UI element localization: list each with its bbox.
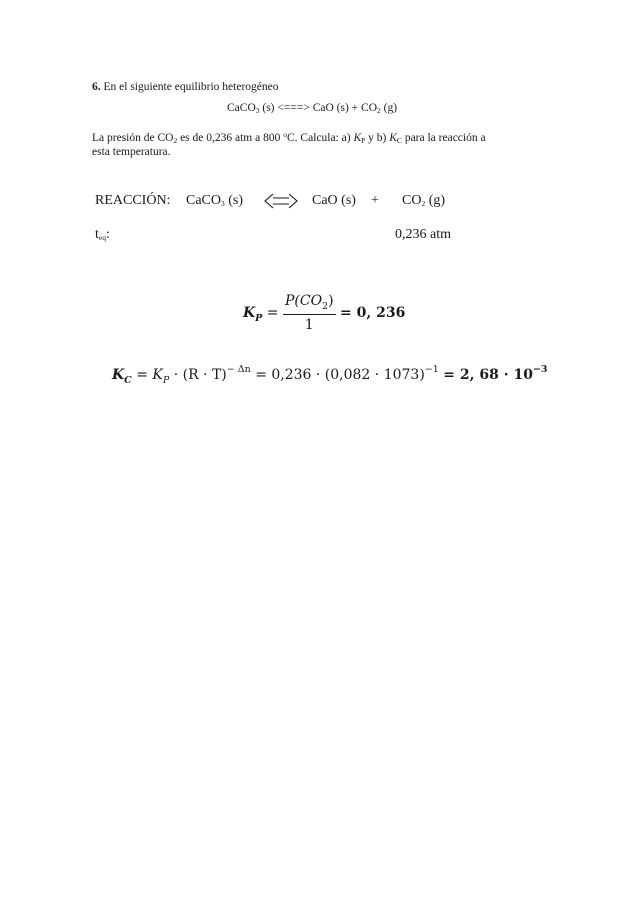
eq-product2-state: (g) — [383, 102, 398, 114]
kp-symbol: K — [243, 305, 256, 321]
statement-text: para la reacción a — [401, 132, 486, 144]
kc-kp: K — [152, 367, 163, 383]
teq-sub: eq — [98, 233, 106, 242]
reactant-formula: CaCO — [186, 193, 221, 208]
problem-heading — [92, 80, 279, 95]
teq-value: 0,236 atm — [395, 227, 451, 242]
reaction-plus: + — [371, 193, 379, 208]
eq-arrow: <===> — [277, 102, 310, 114]
product2-state: (g) — [428, 193, 446, 208]
statement-text: C. Calcula: a) — [287, 132, 354, 144]
statement-co2-sub: 2 — [173, 136, 178, 145]
reaction-label: REACCIÓN: — [95, 193, 171, 208]
reaction-reactant — [186, 193, 243, 209]
statement-kc-sub: C — [396, 136, 402, 145]
teq-label — [95, 227, 110, 243]
kc-symbol-sub: C — [124, 375, 132, 386]
problem-intro: En el siguiente equilibrio heterogéneo — [103, 81, 279, 93]
kc-equals: = — [136, 367, 148, 383]
product2-formula: CO — [402, 193, 422, 208]
statement-degree: o — [283, 130, 287, 139]
equilibrium-equation — [227, 101, 397, 118]
reactant-state: (s) — [228, 193, 244, 208]
eq-reactant-sub: 3 — [255, 106, 260, 115]
kc-result: = 2, 68 · 10 — [443, 367, 533, 383]
kp-symbol-sub: P — [255, 313, 263, 324]
kp-equals: = — [266, 305, 279, 321]
problem-number: 6. — [92, 81, 101, 93]
reaction-product1: CaO (s) — [312, 193, 356, 208]
statement-text: y b) — [365, 132, 390, 144]
kc-result-exp: −3 — [532, 364, 548, 375]
kp-result: = 0, 236 — [340, 305, 406, 321]
kc-exponent2: −1 — [424, 364, 439, 375]
statement-text: es de 0,236 atm a 800 — [177, 132, 284, 144]
statement-kc: K — [389, 132, 397, 144]
kp-fraction — [283, 293, 336, 333]
teq-colon: : — [105, 227, 110, 242]
teq-t: t — [95, 227, 99, 242]
kp-num-post: ) — [328, 293, 334, 309]
problem-statement-line2: esta temperatura. — [92, 146, 171, 158]
kc-formula — [112, 364, 548, 386]
kc-exponent: − Δn — [226, 364, 251, 375]
eq-product2-sub: 2 — [377, 106, 381, 115]
kc-symbol: K — [112, 367, 125, 383]
kc-substitution: = 0,236 · (0,082 · 1073) — [255, 367, 425, 383]
eq-reactant: CaCO — [227, 102, 256, 114]
kc-kp-sub: P — [162, 375, 170, 386]
kp-numerator — [283, 293, 336, 315]
kp-num-pre: P(CO — [284, 293, 323, 309]
eq-product2: CO — [361, 102, 378, 114]
statement-kp-sub: P — [361, 136, 366, 145]
reactant-sub: 3 — [221, 199, 225, 208]
reaction-product2 — [402, 193, 445, 209]
kc-middle: · (R · T) — [173, 367, 227, 383]
statement-text: La presión de CO — [92, 132, 174, 144]
kp-num-sub: 2 — [322, 301, 329, 312]
eq-reactant-state: (s) — [262, 102, 275, 114]
kp-formula — [243, 293, 405, 333]
statement-kp: K — [353, 132, 362, 144]
double-arrow-icon — [264, 193, 298, 209]
product2-sub: 2 — [421, 199, 426, 208]
kp-denominator: 1 — [304, 317, 314, 333]
eq-product1: CaO (s) + — [312, 102, 359, 114]
